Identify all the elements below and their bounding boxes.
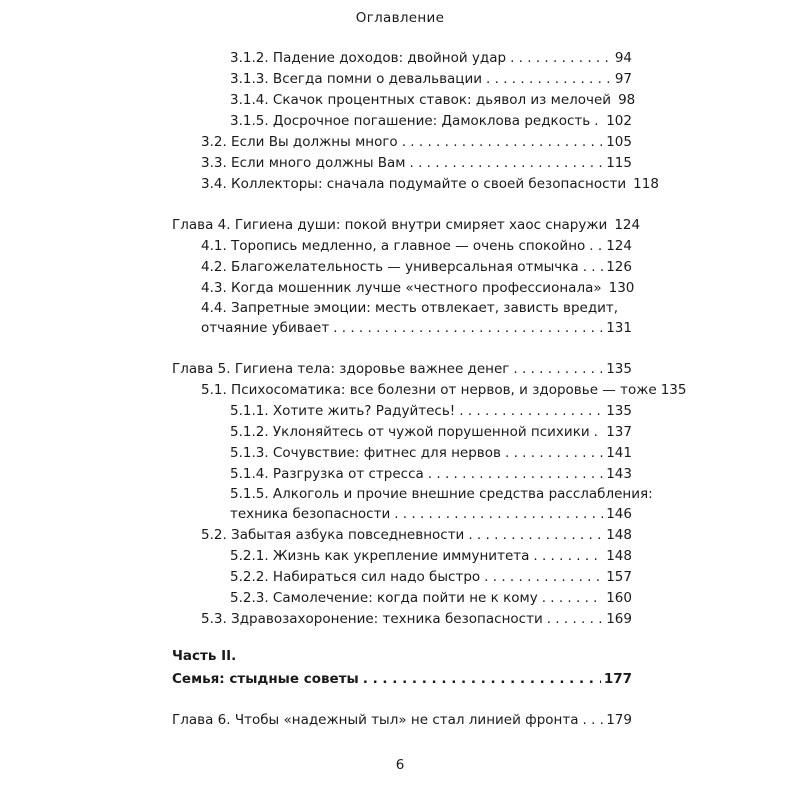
toc-entry-3-3 xyxy=(201,153,632,173)
dot-leader xyxy=(583,710,604,730)
toc-entry-4-3 xyxy=(201,278,635,298)
toc-entry-title: 4.2. Благожелательность — универсальная отмычка xyxy=(201,259,579,275)
dot-leader xyxy=(505,443,603,463)
toc-entry-page: 137 xyxy=(606,424,632,440)
toc-entry-title: 5.2.2. Набираться сил надо быстро xyxy=(230,569,481,585)
toc-entry-title: 5.1.1. Хотите жить? Радуйтесь! xyxy=(230,403,456,419)
toc-entry-5-1 xyxy=(201,380,687,400)
toc-entry-title: 5.2.3. Самолечение: когда пойти не к кому xyxy=(230,590,538,606)
toc-entry-page: 141 xyxy=(606,445,632,461)
dot-leader xyxy=(510,48,612,68)
toc-entry-page: 126 xyxy=(606,259,632,275)
toc-entry-chapter-4 xyxy=(172,215,641,235)
toc-entry-page: 115 xyxy=(606,155,632,171)
toc-entry-page: 169 xyxy=(606,611,632,627)
toc-entry-title: 5.1. Психосоматика: все болезни от нервов, и здоровье — тоже xyxy=(201,382,657,398)
toc-entry-page: 131 xyxy=(606,320,632,336)
dot-leader xyxy=(513,359,603,379)
toc-entry-title: 3.2. Если Вы должны много xyxy=(201,134,398,150)
toc-entry-5-2 xyxy=(201,525,632,545)
toc-entry-title: 5.1.4. Разгрузка от стресса xyxy=(230,466,424,482)
toc-entry-page: 118 xyxy=(633,176,659,192)
dot-leader xyxy=(589,236,603,256)
dot-leader xyxy=(583,257,604,277)
dot-leader xyxy=(486,69,612,89)
toc-entry-page: 146 xyxy=(606,506,632,522)
toc-entry-title: 5.2.1. Жизнь как укрепление иммунитета xyxy=(230,548,530,564)
toc-entry-page: 135 xyxy=(606,403,632,419)
toc-entry-title: 3.1.4. Скачок процентных ставок: дьявол из мелочей xyxy=(230,92,612,108)
toc-entry-page: 160 xyxy=(606,590,632,606)
toc-entry-page: 179 xyxy=(606,712,632,728)
toc-entry-title: Семья: стыдные советы xyxy=(172,671,359,687)
dot-leader xyxy=(459,401,603,421)
dot-leader xyxy=(594,111,603,131)
toc-entry-5-3 xyxy=(201,609,632,629)
dot-leader xyxy=(363,669,601,689)
toc-entry-5-1-2 xyxy=(230,422,632,442)
toc-entry-4-4 xyxy=(201,298,632,338)
dot-leader xyxy=(594,422,604,442)
toc-entry-page: 135 xyxy=(606,361,632,377)
toc-entry-5-1-3 xyxy=(230,443,632,463)
dot-leader xyxy=(484,567,603,587)
toc-entry-page: 97 xyxy=(614,71,632,87)
toc-entry-title: 3.1.3. Всегда помни о девальвации xyxy=(230,71,483,87)
dot-leader xyxy=(410,153,604,173)
toc-entry-title: 5.1.3. Сочувствие: фитнес для нервов xyxy=(230,445,501,461)
toc-entry-title-continued: отчаяние убивает xyxy=(201,320,330,336)
toc-entry-4-2 xyxy=(201,257,632,277)
toc-entry-title: Глава 4. Гигиена души: покой внутри смиряет хаос снаружи xyxy=(172,217,608,233)
toc-entry-title: 3.3. Если много должны Вам xyxy=(201,155,406,171)
toc-entry-5-1-1 xyxy=(230,401,632,421)
dot-leader xyxy=(428,464,603,484)
toc-entry-title: 3.1.5. Досрочное погашение: Дамоклова редкость xyxy=(230,113,591,129)
running-header: Оглавление xyxy=(355,10,445,26)
toc-entry-page: 105 xyxy=(606,134,632,150)
toc-entry-page: 148 xyxy=(606,527,632,543)
dot-leader xyxy=(542,588,604,608)
toc-entry-3-1-5 xyxy=(230,111,632,131)
toc-entry-3-2 xyxy=(201,132,632,152)
toc-entry-page: 143 xyxy=(606,466,632,482)
toc-entry-title: 4.3. Когда мошенник лучше «честного профессионала» xyxy=(201,280,602,296)
toc-entry-part-2 xyxy=(172,669,632,689)
toc-entry-title: 3.1.2. Падение доходов: двойной удар xyxy=(230,50,507,66)
toc-entry-page: 102 xyxy=(606,113,632,129)
toc-entry-5-1-5 xyxy=(230,484,653,524)
toc-entry-title-continued: техника безопасности xyxy=(230,506,391,522)
dot-leader xyxy=(402,132,604,152)
toc-entry-5-2-2 xyxy=(230,567,632,587)
toc-entry-page: 177 xyxy=(603,671,632,687)
toc-entry-3-1-3 xyxy=(230,69,632,89)
toc-entry-5-1-4 xyxy=(230,464,632,484)
toc-entry-4-1 xyxy=(201,236,632,256)
toc-entry-title: 3.4. Коллекторы: сначала подумайте о своей безопасности xyxy=(201,176,627,192)
page-number: 6 xyxy=(395,757,405,773)
toc-entry-continuation xyxy=(230,504,632,524)
dot-leader xyxy=(394,504,603,524)
part-label: Часть II. xyxy=(172,648,237,664)
toc-entry-title: 4.1. Торопись медленно, а главное — очень спокойно xyxy=(201,238,586,254)
toc-entry-page: 148 xyxy=(606,548,632,564)
toc-entry-title: 4.4. Запретные эмоции: месть отвлекает, зависть вредит, xyxy=(201,300,619,316)
dot-leader xyxy=(533,546,603,566)
toc-entry-title: 5.2. Забытая азбука повседневности xyxy=(201,527,465,543)
toc-entry-5-2-3 xyxy=(230,588,632,608)
toc-entry-3-1-4 xyxy=(230,90,636,110)
toc-entry-3-1-2 xyxy=(230,48,632,68)
toc-entry-chapter-5 xyxy=(172,359,632,379)
toc-entry-page: 130 xyxy=(608,280,635,296)
toc-entry-3-4 xyxy=(201,174,659,194)
toc-entry-title: 5.1.2. Уклоняйтесь от чужой порушенной психики xyxy=(230,424,590,440)
toc-entry-title: Глава 5. Гигиена тела: здоровье важнее денег xyxy=(172,361,510,377)
dot-leader xyxy=(468,525,603,545)
toc-entry-title: Глава 6. Чтобы «надежный тыл» не стал линией фронта xyxy=(172,712,579,728)
dot-leader xyxy=(547,609,604,629)
toc-entry-page: 124 xyxy=(606,238,632,254)
toc-entry-5-2-1 xyxy=(230,546,632,566)
toc-entry-chapter-6 xyxy=(172,710,632,730)
toc-entry-page: 157 xyxy=(606,569,632,585)
toc-entry-page: 98 xyxy=(618,92,636,108)
toc-entry-page: 94 xyxy=(614,50,632,66)
toc-entry-continuation xyxy=(201,318,632,338)
dot-leader xyxy=(333,318,603,338)
toc-entry-page: 135 xyxy=(660,382,687,398)
toc-entry-title: 5.3. Здравозахоронение: техника безопасности xyxy=(201,611,543,627)
toc-entry-title: 5.1.5. Алкоголь и прочие внешние средства расслабления: xyxy=(230,486,653,502)
toc-entry-page: 124 xyxy=(614,217,641,233)
